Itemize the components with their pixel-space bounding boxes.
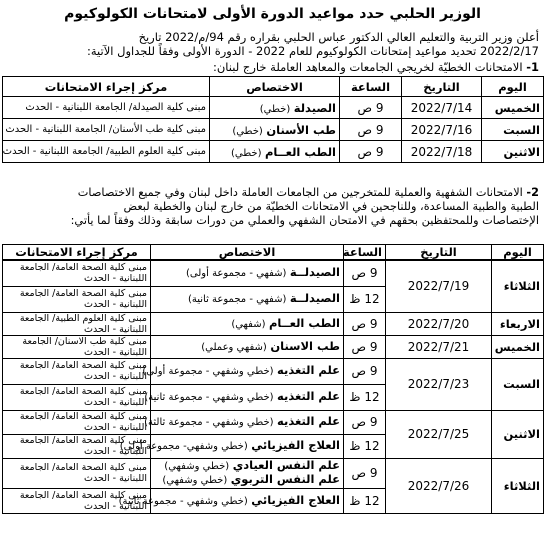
specialty-name: طب الأسنان [266,122,336,137]
table-row [3,410,544,434]
date-cell: 2022/7/25 [386,410,492,458]
exam-center-cell: مبنى كلية العلوم الطبية/ الجامعة اللبنانية - الحدث [3,141,210,163]
specialty-cell [142,358,344,384]
table-row [3,119,544,141]
day-cell: الثلاثاء [492,260,544,312]
date-cell: 2022/7/21 [386,335,492,358]
day-cell: الخميس [482,97,544,119]
table-row [3,141,544,163]
intro-line-1: أعلن وزير التربية والتعليم العالي الدكتور عباس الحلبي بقراره رقم 94/م/2022 تاريخ [138,30,539,44]
specialty-mode: (شفهي) [231,318,266,330]
specialty-mode: (خطي وشفهي) [164,461,230,472]
time-cell: 9 ص [344,410,386,434]
specialty-cell [151,312,344,335]
table-row [3,335,544,358]
section-1-number: 1- [526,60,539,74]
specialty-cell [210,97,340,119]
time-cell: 12 ظ [344,488,386,513]
section-1-text: الامتحانات الخطيّة لخريجي الجامعات والمعاهد العاملة خارج لبنان: [212,60,523,74]
section-2-line-1: الامتحانات الشفهية والعملية للمتخرجين من الجامعات العاملة داخل لبنان وفي جميع الاختصاصات [77,186,523,199]
t1-header-day: اليوم [482,77,544,97]
specialty-name: العلاج الفيزيائي [251,438,340,452]
table-row [3,458,544,488]
exam-center-cell: مبنى كلية الصحة العامة/ الجامعة اللبنانية - الحدث [3,286,151,312]
intro-paragraph [6,30,539,58]
section-2-line-3: الإختصاصات وللمحتفظين بحقهم في الامتحان الشفهي والعملي من دورات سابقة وذلك وفقاً لما يأتي: [70,214,539,227]
exam-center-cell: مبنى كلية الصحة العامة/ الجامعة اللبنانية - الحدث [3,488,151,513]
specialty-mode: (شفهي - مجموعة أولى) [186,268,287,280]
time-cell: 9 ص [340,141,402,163]
specialty-name: علم التغذيه [277,363,340,377]
specialty-name: الصيدلــة [289,291,340,305]
time-cell: 9 ص [344,260,386,286]
specialty-cell [151,458,344,488]
specialty-name: علم التغذيه [277,389,340,403]
time-cell: 9 ص [344,335,386,358]
day-cell: الثلاثاء [492,458,544,513]
specialty-cell [210,141,340,163]
time-cell: 9 ص [344,458,386,488]
section-2-paragraph [6,186,539,228]
day-cell: السبت [492,358,544,410]
exam-center-cell: مبنى كلية الصيدلة/ الجامعة اللبنانية - الحدث [3,97,210,119]
exam-center-cell: مبنى كلية الصحة العامة/ الجامعة اللبنانية - الحدث [3,410,151,434]
specialty-name: علم التغذيه [277,414,340,428]
specialty-cell [151,260,344,286]
t1-header-time: الساعة [340,77,402,97]
table-row [3,97,544,119]
t1-header-spec: الاختصاص [210,77,340,97]
specialty-name: علم النفس العيادي [232,458,340,472]
day-cell: الاثنين [492,410,544,458]
t2-header-time: الساعة [344,245,386,261]
exam-center-cell: مبنى كلية الصحة العامة/ الجامعة اللبنانية - الحدث [3,434,151,458]
t2-header-day: اليوم [492,245,544,261]
document-title: الوزير الحلبي حدد مواعيد الدورة الأولى لامتحانات الكولوكيوم [64,6,481,22]
day-cell: الاثنين [482,141,544,163]
exam-center-cell: مبنى كلية طب الاسنان/ الجامعة اللبنانية - الحدث [3,335,151,358]
table-row [3,260,544,286]
exam-center-cell: مبنى كلية الصحة العامة/ الجامعة اللبنانية - الحدث [3,260,151,286]
day-cell: الخميس [492,335,544,358]
section-1-heading [6,60,539,74]
date-cell: 2022/7/18 [402,141,482,163]
date-cell: 2022/7/19 [386,260,492,312]
t2-header-spec: الاختصاص [151,245,344,261]
day-cell: الاربعاء [492,312,544,335]
day-cell: السبت [482,119,544,141]
section-2-line-2: الطبية والطبية المساعدة، وللناجحين في الامتحانات الخطيّة من خارج لبنان والخطية لبعض [123,200,539,213]
specialty-mode: (خطي) [230,147,262,159]
specialty-mode: (خطي وشفهي - مجموعة ثانية) [118,495,248,507]
time-cell: 9 ص [344,312,386,335]
date-cell: 2022/7/20 [386,312,492,335]
specialty-name: العلاج الفيزيائي [251,492,340,507]
specialty-mode: (خطي وشفهي - مجموعة ثانية) [144,392,274,403]
specialty-name: علم النفس التربوي [230,472,340,486]
intro-line-2: 2022/2/17 تحديد مواعيد إمتحانات الكولوكيوم للعام 2022 - الدورة الأولى وفقاً للجداول الآتية: [86,44,539,58]
time-cell: 12 ظ [344,384,386,410]
specialty-mode: (خطي وشفهي) [162,475,228,486]
specialty-cell [144,384,344,410]
exam-center-cell: مبنى كلية العلوم الطبية/ الجامعة اللبنانية - الحدث [3,312,151,335]
specialty-mode: (خطي وشفهي - مجموعة ثالثة) [144,417,274,428]
date-cell: 2022/7/23 [386,358,492,410]
table-row [3,312,544,335]
exam-center-cell: مبنى كلية الصحة العامة/ الجامعة اللبنانية - الحدث [3,358,151,384]
table-row [3,358,544,384]
time-cell: 9 ص [340,97,402,119]
specialty-mode: (خطي وشفهي - مجموعة أولى) [142,366,274,377]
specialty-cell [151,335,344,358]
t1-header-date: التاريخ [402,77,482,97]
specialty-cell [144,410,344,434]
specialty-name: الصيدلــة [289,265,340,280]
time-cell: 12 ظ [344,434,386,458]
exam-center-cell: مبنى كلية الصحة العامة/ الجامعة اللبنانية - الحدث [3,458,151,488]
t2-header-date: التاريخ [386,245,492,261]
specialty-cell [119,434,344,458]
specialty-mode: (شفهي - مجموعة ثانية) [187,294,287,305]
specialty-cell [118,488,344,513]
table-oral-exams [2,244,544,514]
section-2-number: 2- [526,186,539,199]
time-cell: 12 ظ [344,286,386,312]
table-written-exams [2,76,544,163]
time-cell: 9 ص [344,358,386,384]
date-cell: 2022/7/14 [402,97,482,119]
specialty-name: الصيدلة [293,100,336,115]
date-cell: 2022/7/26 [386,458,492,513]
exam-center-cell: مبنى كلية طب الأسنان/ الجامعة اللبنانية - الحدث [3,119,210,141]
specialty-mode: (خطي) [259,103,291,115]
specialty-cell [151,286,344,312]
specialty-mode: (خطي) [232,125,263,137]
specialty-cell [210,119,340,141]
specialty-name: طب الاسنان [270,338,340,353]
specialty-name: الطب العــام [269,315,340,330]
specialty-mode: (خطي وشفهي- مجموعة أولى) [119,441,248,452]
date-cell: 2022/7/16 [402,119,482,141]
t2-header-center: مركز إجراء الامتحانات [3,245,151,261]
t1-header-center: مركز إجراء الامتحانات [3,77,210,97]
specialty-mode: (شفهي وعملي) [201,341,267,353]
time-cell: 9 ص [340,119,402,141]
exam-center-cell: مبنى كلية الصحة العامة/ الجامعة اللبنانية - الحدث [3,384,151,410]
specialty-name: الطب العــام [265,144,336,159]
